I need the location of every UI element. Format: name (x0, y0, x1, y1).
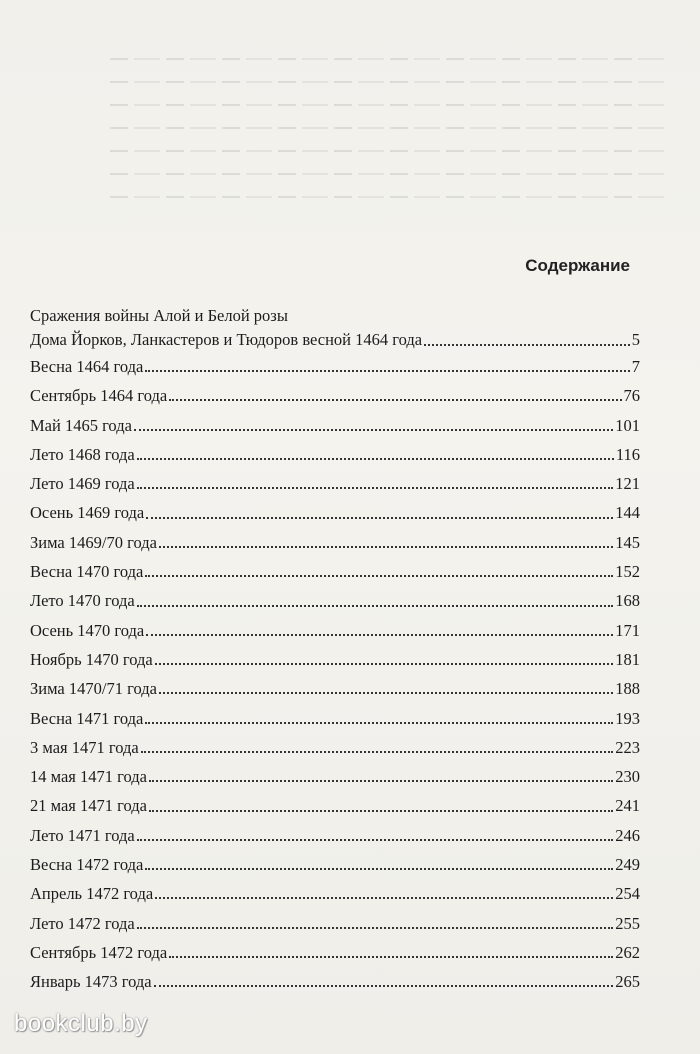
toc-entry-label: Лето 1472 года (30, 913, 135, 933)
toc-entry (30, 328, 640, 352)
toc-entry (30, 440, 640, 469)
toc-entry (30, 762, 640, 791)
toc-entry-label: Лето 1471 года (30, 825, 135, 845)
toc-entry-label: Сентябрь 1472 года (30, 942, 168, 962)
toc-entry-label: Январь 1473 года (30, 972, 152, 992)
toc-leader-dots (137, 457, 614, 460)
toc-entry-page: 265 (615, 972, 640, 992)
toc-entry-label: Зима 1470/71 года (30, 679, 157, 699)
toc-entry-page: 254 (615, 884, 640, 904)
table-of-contents (30, 306, 640, 997)
toc-entry (30, 967, 640, 996)
toc-entry-label: Осень 1469 года (30, 503, 145, 523)
toc-entry-page: 262 (615, 942, 640, 962)
toc-leader-dots (141, 750, 614, 753)
toc-entry-page: 144 (615, 503, 640, 523)
toc-leader-dots (137, 926, 614, 929)
toc-entry-page: 168 (615, 591, 640, 611)
toc-entry-page: 188 (615, 679, 640, 699)
toc-entry-page: 171 (615, 620, 640, 640)
toc-entry-label: Май 1465 года (30, 415, 132, 435)
toc-entry (30, 938, 640, 967)
toc-leader-dots (137, 486, 614, 489)
toc-leader-dots (169, 955, 613, 958)
toc-leader-dots (155, 896, 613, 899)
toc-entry-page: 193 (615, 708, 640, 728)
toc-entry (30, 411, 640, 440)
toc-entry-label: Весна 1472 года (30, 855, 144, 875)
toc-leader-dots (137, 604, 614, 607)
toc-leader-dots (145, 867, 613, 870)
toc-leader-dots (159, 545, 613, 548)
toc-entry-label: Осень 1470 года (30, 620, 145, 640)
toc-leader-dots (145, 369, 629, 372)
toc-entry (30, 469, 640, 498)
toc-entry-label: Зима 1469/70 года (30, 532, 157, 552)
toc-entry (30, 645, 640, 674)
toc-entry (30, 586, 640, 615)
toc-entry-label: 3 мая 1471 года (30, 737, 139, 757)
toc-entry (30, 381, 640, 410)
toc-entry-label: Апрель 1472 года (30, 884, 154, 904)
toc-entry-page: 223 (615, 737, 640, 757)
toc-entry-label: Лето 1468 года (30, 444, 135, 464)
toc-leader-dots (146, 516, 613, 519)
toc-entry (30, 879, 640, 908)
toc-entry-label: Лето 1469 года (30, 474, 135, 494)
toc-entry (30, 616, 640, 645)
toc-entry-label: Весна 1471 года (30, 708, 144, 728)
toc-leader-dots (159, 691, 613, 694)
toc-entry-label: Ноябрь 1470 года (30, 649, 153, 669)
toc-entry (30, 733, 640, 762)
toc-entry-page: 230 (615, 767, 640, 787)
toc-heading: Содержание (525, 256, 630, 275)
toc-entry-label: Весна 1464 года (30, 357, 144, 376)
toc-leader-dots (146, 633, 613, 636)
toc-leader-dots (155, 662, 614, 665)
toc-entry-page: 116 (615, 444, 640, 464)
toc-entry (30, 352, 640, 381)
toc-entry-page: 255 (615, 913, 640, 933)
toc-leader-dots (149, 809, 613, 812)
toc-entry-page: 249 (615, 855, 640, 875)
watermark: bookclub.by (14, 1010, 148, 1037)
toc-entry (30, 557, 640, 586)
toc-leader-dots (145, 574, 613, 577)
toc-entries (30, 328, 640, 997)
toc-entry-label: Весна 1470 года (30, 562, 144, 582)
toc-entry (30, 821, 640, 850)
toc-section-title: Сражения войны Алой и Белой розы (30, 306, 288, 325)
toc-entry (30, 498, 640, 527)
toc-leader-dots (137, 838, 614, 841)
toc-entry (30, 528, 640, 557)
toc-entry-page: 121 (615, 474, 640, 494)
toc-entry (30, 674, 640, 703)
toc-entry-label: Лето 1470 года (30, 591, 135, 611)
bleed-through-text (110, 58, 670, 219)
toc-leader-dots (134, 428, 613, 431)
toc-entry-page: 145 (615, 532, 640, 552)
toc-entry-page: 101 (615, 415, 640, 435)
toc-entry-label: Сентябрь 1464 года (30, 386, 168, 406)
toc-leader-dots (145, 721, 613, 724)
toc-leader-dots (149, 779, 613, 782)
toc-entry-page: 152 (615, 562, 640, 582)
toc-leader-dots (424, 343, 630, 346)
toc-entry-page: 181 (615, 649, 640, 669)
toc-entry (30, 909, 640, 938)
toc-entry (30, 791, 640, 820)
toc-leader-dots (169, 398, 621, 401)
toc-entry-page: 5 (631, 330, 640, 349)
toc-entry-page: 76 (623, 386, 640, 406)
toc-entry-label: Дома Йорков, Ланкастеров и Тюдоров весной 1464 года (30, 330, 423, 349)
toc-leader-dots (154, 984, 614, 987)
toc-entry-page: 7 (631, 357, 640, 376)
toc-entry-page: 241 (615, 796, 640, 816)
toc-entry (30, 704, 640, 733)
toc-entry-page: 246 (615, 825, 640, 845)
toc-entry (30, 850, 640, 879)
toc-entry-label: 14 мая 1471 года (30, 767, 147, 787)
toc-entry-label: 21 мая 1471 года (30, 796, 147, 816)
